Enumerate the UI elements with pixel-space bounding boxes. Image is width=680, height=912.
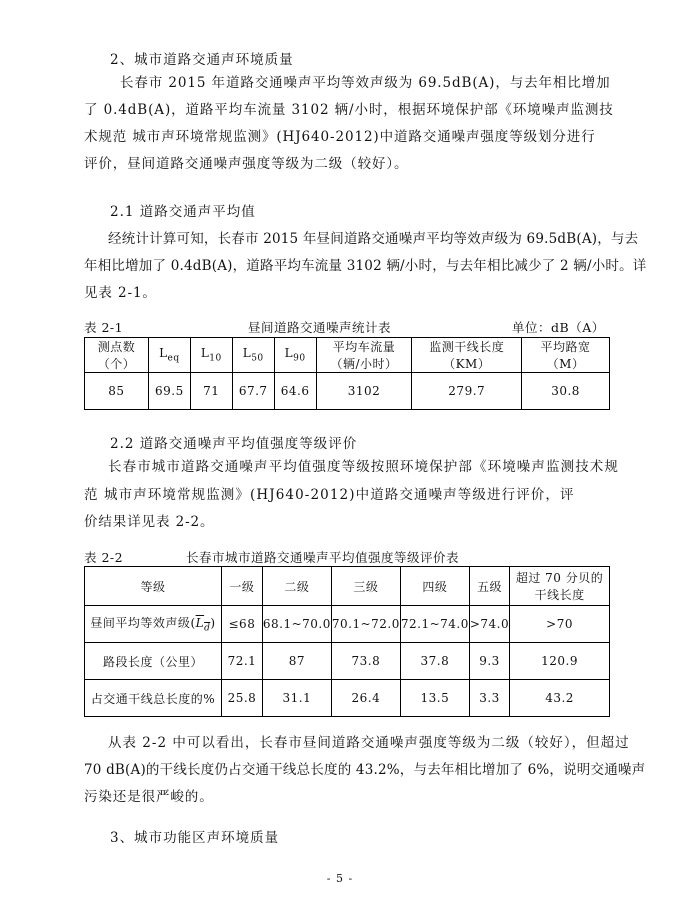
table-cell: 43.2 xyxy=(510,680,610,717)
table-label: 表 2-2 xyxy=(84,550,124,565)
table-row xyxy=(85,606,610,643)
header-cell: 平均路宽 （M） xyxy=(522,338,610,373)
table-header-row xyxy=(85,567,610,606)
paragraph-line: 长春市城市道路交通噪声平均值强度等级按照环境保护部《环境噪声监测技术规 xyxy=(108,459,619,475)
table-cell: 13.5 xyxy=(400,680,469,717)
header-cell: 一级 xyxy=(221,567,262,606)
paragraph-line: 污染还是很严峻的。 xyxy=(84,789,214,805)
header-cell: 二级 xyxy=(262,567,331,606)
row-label: 昼间平均等效声级$(L_d)$ xyxy=(85,606,222,643)
subsection-heading: 2.1 道路交通声平均值 xyxy=(110,204,256,220)
table-cell: 72.1 xyxy=(221,643,262,680)
header-cell: 超过 70 分贝的 干线长度 xyxy=(510,567,610,606)
header-cell: $L_{50}$ xyxy=(232,338,274,373)
table-cell: 68.1~70.0 xyxy=(262,606,331,643)
section-heading: 3、城市功能区声环境质量 xyxy=(110,830,280,846)
table-cell: 64.6 xyxy=(274,373,316,410)
table-cell: 120.9 xyxy=(510,643,610,680)
table-cell: 30.8 xyxy=(522,373,610,410)
table-cell: >74.0 xyxy=(469,606,509,643)
header-cell: 等级 xyxy=(85,567,222,606)
table-cell: 71 xyxy=(190,373,232,410)
header-cell: $L_{90}$ xyxy=(274,338,316,373)
table-cell: 85 xyxy=(85,373,149,410)
table-title: 长春市城市道路交通噪声平均值强度等级评价表 xyxy=(186,550,460,565)
paragraph-line: 价结果详见表 2-2。 xyxy=(84,514,215,530)
row-label: 路段长度（公里） xyxy=(85,643,222,680)
header-cell: 测点数 （个） xyxy=(85,338,149,373)
paragraph-line: 术规范 城市声环境常规监测》(HJ640-2012)中道路交通噪声强度等级划分进行 xyxy=(84,129,596,145)
header-cell: 监测干线长度 （KM） xyxy=(412,338,522,373)
table-cell: 3102 xyxy=(316,373,412,410)
table-row xyxy=(85,643,610,680)
table-row xyxy=(85,680,610,717)
header-cell: 四级 xyxy=(400,567,469,606)
table-title: 昼间道路交通噪声统计表 xyxy=(248,320,392,335)
table-cell: 37.8 xyxy=(400,643,469,680)
paragraph-line: 从表 2-2 中可以看出，长春市昼间道路交通噪声强度等级为二级（较好），但超过 xyxy=(108,735,630,751)
table-unit: 单位：dB（A） xyxy=(512,320,605,335)
header-cell: 三级 xyxy=(331,567,400,606)
section-heading: 2、城市道路交通声环境质量 xyxy=(110,52,294,68)
table-cell: 9.3 xyxy=(469,643,509,680)
table-cell: 67.7 xyxy=(232,373,274,410)
table-row xyxy=(85,373,610,410)
page-number: - 5 - xyxy=(326,872,354,885)
row-label: 占交通干线总长度的% xyxy=(85,680,222,717)
ld-symbol: $L_d$ xyxy=(195,616,211,634)
table-cell: 26.4 xyxy=(331,680,400,717)
paragraph-line: 长春市 2015 年道路交通噪声平均等效声级为 69.5dB(A)，与去年相比增加 xyxy=(120,75,611,91)
table-cell: 73.8 xyxy=(331,643,400,680)
table-cell: ≤68 xyxy=(221,606,262,643)
header-cell: 平均车流量 （辆/小时） xyxy=(316,338,412,373)
noise-grade-table xyxy=(84,566,610,717)
paragraph-line: 范 城市声环境常规监测》(HJ640-2012)中道路交通噪声等级进行评价，评 xyxy=(84,487,575,503)
table-header-row xyxy=(85,338,610,373)
header-cell: 五级 xyxy=(469,567,509,606)
paragraph-line: 见表 2-1。 xyxy=(84,285,157,301)
table-cell: 69.5 xyxy=(148,373,190,410)
table-cell: 3.3 xyxy=(469,680,509,717)
paragraph-line: 年相比增加了 0.4dB(A)，道路平均车流量 3102 辆/小时，与去年相比减少了 2 辆/小时。详 xyxy=(84,258,647,274)
subsection-heading: 2.2 道路交通噪声平均值强度等级评价 xyxy=(110,436,358,452)
table-cell: 72.1~74.0 xyxy=(400,606,469,643)
table-cell: 25.8 xyxy=(221,680,262,717)
table-cell: 70.1~72.0 xyxy=(331,606,400,643)
noise-statistics-table xyxy=(84,337,610,410)
table-cell: 279.7 xyxy=(412,373,522,410)
paragraph-line: 了 0.4dB(A)，道路平均车流量 3102 辆/小时，根据环境保护部《环境噪声监测技 xyxy=(84,102,614,118)
header-cell: $L_{10}$ xyxy=(190,338,232,373)
table-cell: >70 xyxy=(510,606,610,643)
paragraph-line: 70 dB(A)的干线长度仍占交通干线总长度的 43.2%，与去年相比增加了 6%，说明交通噪声 xyxy=(84,762,646,778)
table-cell: 87 xyxy=(262,643,331,680)
header-cell: $L_{eq}$ xyxy=(148,338,190,373)
paragraph-line: 评价，昼间道路交通噪声强度等级为二级（较好）。 xyxy=(84,156,409,172)
table-cell: 31.1 xyxy=(262,680,331,717)
paragraph-line: 经统计计算可知，长春市 2015 年昼间道路交通噪声平均等效声级为 69.5dB(A)，与去 xyxy=(108,231,639,247)
table-label: 表 2-1 xyxy=(84,320,124,335)
